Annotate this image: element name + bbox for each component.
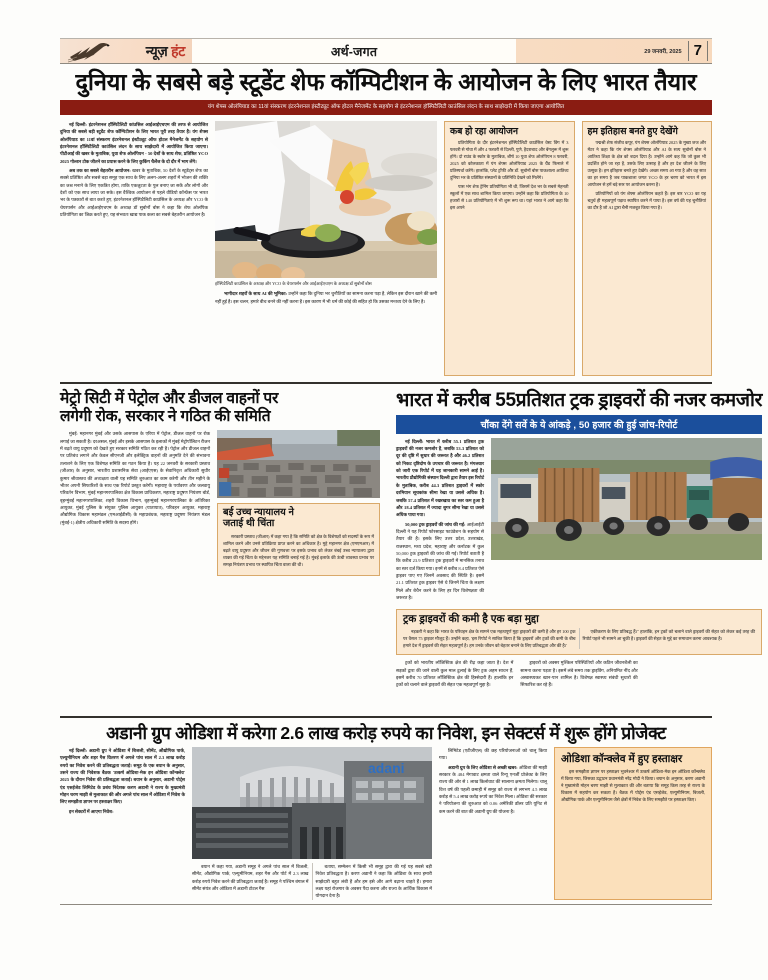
truck-lower-text-2: ड्राइवरों को अक्सर मुश्किल परिस्थितियों और कठिन जीवनशैली का सामना करना पड़ता है। इसमें लंबे समय तक ड्राइविंग, अनियमित नींद और अस्वास्थ्यकर खान-पान शामिल है। विशेषज्ञ स्वास्थ्य संबंधी सुधारों की सिफारिश कर रहे हैं। (520, 660, 638, 688)
truck-infobox-body (403, 628, 755, 649)
lead-headline: दुनिया के सबसे बड़े स्टूडेंट शेफ कॉम्पिटीशन के आयोजन के लिए भारत तैयार (75, 69, 697, 95)
adani-column-3 (439, 747, 547, 900)
infobox-history (582, 121, 713, 376)
dateline: नई दिल्ली: इंटरनेशनल हॉस्पिटैलिटी कांउसिल आईआईएचएम की तरफ से आयोजित दुनिया की सबसे बड़ी स्टूडेंट शेफ कॉम्पिटीशन के लिए भारत पूरी तरह तैयार है। यंग शेफ्स ओलंपियाड का 11वां संस्करण इंटरनेशनल इंस्टीट्यूट ऑफ होटल मैनेजमेंट के सहयोग से इंटरनेशनल हॉस्पिटैलिटी काउंसिल लंदन के साथ साझेदारी में आयोजित किया जाएगा। पीटीआई की खबर के मुताबिक, युवा शेफ ओलंपियन - 50 देशों के साथ शेफ, प्रतिष्ठित YCO 2025 गोल्डन टोक जीतने का प्रयास करने के लिए कुकिंग चैलेंज के दो दौर में भाग लेंगे। (60, 121, 208, 164)
truck-text-2: आईआईटी दिल्ली ने यह रिपोर्ट फोरसाइट फाउंडेशन के सहयोग से तैयार की है। इसके लिए उत्तर प्रदेश, उत्तराखंड, राजस्थान, मध्य प्रदेश, महाराष्ट्र और कर्नाटक में कुल 50,000 ट्रक ड्राइवरों की जांच की गई। रिपोर्ट बताती है कि करीब 23.9 प्रतिशत ट्रक ड्राइवरों में मानसिक तनाव का स्तर दर्ज किया गया। इनमें से करीब 8.4 प्रतिशत ऐसे ड्राइवर पाए गए जिनमें अवसाद की स्थिति है। इसमें 21.1 प्रतिशत ट्रक ड्राइवर ऐसे थे जिनमें चिंता के लक्षण मिले और बेचैन करने के लिए हर दिन विशेषज्ञता की जरूरत है। (396, 521, 485, 601)
metro-right-stack (217, 430, 380, 576)
masthead-right (516, 39, 712, 63)
article-adani (60, 723, 712, 900)
infobox-when-p1: प्रतियोगिता के दौर इंटरनेशनल हॉस्पिटैलिटी काउंसिल वेस्ट विंग में 3 फरवरी से गोवा में और 4 फरवरी से दिल्ली, पुणे, हैदराबाद और बेंगलुरू में शुरू होंगे। दो राउंड के स्कोर के मुताबिक, शीर्ष 10 युवा शेफ ओलंपियन 8 फरवरी, 2025 को कोलकाता में यंग शेफ्स ओलंपियाड 2025 के ग्रैंड फिनाले में प्रतिस्पर्धा करेंगे। हालांकि, प्लेट ट्रॉफी और डॉ. सुबोर्नो बोस पाकशाला आतिथ्य दुनिया भर के प्रतिष्ठित संस्थानों के प्रतिनिधि देखने को मिलेंगे। (450, 140, 569, 181)
lead-subhead-2: भागीदार शहरों के साथ AI की भूमिका: (224, 291, 288, 297)
publication-date: 29 जनवरी, 2025 (644, 49, 682, 55)
truck-infobox-col1: नड़करी ने कहा कि भारत के परिवहन क्षेत्र के सामने एक महत्वपूर्ण मुद्दा ड्राइवरों की कमी है और हर 100 ट्रक पर वैसल 75 ड्राइवर मौजूद हैं। उन्होंने कहा, 'इस रिपोर्ट ने साबित किया है कि ड्राइवरों और ट्रकों की कमी के बीच हमारे देश में ड्राइवर्स की सेहत महत्वपूर्ण है। हम उनके जीवन को बेहतर बनाने के लिए प्रतिबद्धता और की है।' (403, 629, 576, 649)
truck-dateline: नई दिल्ली: भारत में करीब 55.1 प्रतिशत ट्रक ड्राइवरों की नजर कमजोर है, जबकि 53.3 प्रतिशत को दूर की दृष्टि में सुधार की जरूरत है और 46.2 प्रतिशत को निकट दृष्टिदोष के उपचार की जरूरत है। मंगलवार को जारी एक रिपोर्ट में यह जानकारी सामने आई है। भारतीय प्रौद्योगिकी संस्थान दिल्ली द्वारा तैयार इस रिपोर्ट के मुताबिक, करीब 44.3 प्रतिशत ड्राइवरों में स्कोर दरमियान सूचकांक सीमा रेखा या उससे अधिक है। जबकि 57.4 प्रतिशत में रखरखाव का स्तर कम हुआ है और 18.4 प्रतिशत में ज्यादा शुगर सीमा रेखा या उससे अधिक पाया गया। (396, 438, 484, 518)
svg-text:adani: adani (368, 759, 405, 776)
metro-body-column (60, 430, 210, 576)
eagle-icon (68, 41, 114, 63)
infobox-history-body (588, 139, 707, 211)
infobox-history-title: हम इतिहास बनते हुए देखेंगे (587, 125, 678, 136)
truck-subhead-1: 50,000 ट्रक ड्राइवरों की जांच की गई: (405, 521, 466, 527)
section-name: अर्थ-जगत (330, 44, 378, 59)
metro-infobox-title-l2: जताई थी चिंता (223, 518, 275, 530)
lead-kicker: यंग शेफ्स ओलंपियाड का 11वां संस्करण इंटरनेशनल इंस्टीट्यूट ऑफ होटल मैनेजमेंट के सहयोग से इंटरनेशनल हॉस्पिटैलिटी काउंसिल लंदन के साथ साझेदारी में किया जाएगा आयोजित (60, 100, 712, 114)
truck-lower-columns (396, 659, 762, 688)
lead-article-body (60, 121, 712, 376)
masthead-center (192, 39, 516, 63)
adani-infobox-text: इस समझौता ज्ञापन पर हस्ताक्षर भुवनेश्वर में उत्कर्ष ओडिशा-मेक इन ओडिशा कॉन्क्लेव में किया गया, जिसका उद्घाटन प्रधानमंत्री नरेंद्र मोदी ने किया। बयान के अनुसार, करण अडानी ने मुख्यमंत्री मोहन चरण माझी से मुलाकात की और बताया कि समूह किस तरह से राज्य के विकास में सहयोग कर सकता है। बैठक में पोर्ट्स एंड एसईजेड, एल्युमीनियम, बिजली, औद्योगिक पार्क और एल्युमीनियम जैसे क्षेत्रों में निवेश के लिए समझौते पर हस्ताक्षर किए। (561, 768, 705, 803)
footer-rule (60, 904, 712, 905)
adani-center-stack (192, 747, 432, 900)
adani-infobox-body (561, 768, 705, 803)
traffic-photo-art (217, 430, 380, 498)
metro-infobox-body (223, 533, 374, 568)
adani-subhead-1: इन सेक्टरों में आएगा निवेश: (69, 808, 114, 814)
chef-photo (215, 121, 437, 278)
metro-infobox (217, 503, 380, 576)
metro-infobox-title-l1: बई उच्च न्यायालय ने (223, 507, 294, 519)
article-truck (396, 390, 762, 710)
adani-column-1 (60, 747, 185, 900)
traffic-photo (217, 430, 380, 498)
masthead (60, 38, 712, 64)
adani-photo-art (192, 747, 432, 859)
adani-text-4: ओडिशा की माझी सरकार के 484 मेगावाट क्षमता वाले रिन्यू एनर्जी प्रोजेक्ट के लिए राज्य की ओर से 1 लाख किलोवाट की सालाना क्षमता मिलेगा। चालू वित्त वर्ष की पहली छमाही में समूह को राज्य से लगभग 4.5 लाख करोड़ से 5.4 लाख करोड़ रुपये का निवेश मिला। ओडिशा की सरकार ने परियोजना की शुरुआत को 0.06 अमेरिकी डॉलर प्रति यूनिट से कम करने की बात की अडानी ग्रुप की योजना है। (439, 764, 547, 814)
adani-photo (192, 747, 432, 859)
truck-lower-text-1: ट्रकों को भारतीय लॉजिस्टिक क्षेत्र की रीढ़ कहा जाता है। देश में सड़कों द्वारा की जाने वाली कुल माल ढुलाई के लिए ट्रक अहम साधन हैं, इसमें करीब 70 प्रतिशत लॉजिस्टिक क्षेत्र की हिस्सेदारी हैं। हालांकि इन ट्रकों को चलाने वाले ड्राइवरों की सेहत एक महत्वपूर्ण मुद्दा है। (396, 660, 514, 688)
adani-center-text-2: बताया, सम्मेलन में किसी भी समूह द्वारा की गई यह सबसे बड़ी निवेश प्रतिबद्धता है। करण अडानी ने कहा कि ओडिशा के साथ हमारी साझेदारी बहुत लंबी है और हम इसे और आगे बढ़ाना चाहते हैं। हमारा लक्ष्य यहां रोजगार के अवसर पैदा करना और राज्य के आर्थिक विकास में योगदान देना है। (315, 863, 432, 899)
adani-text-3: लिमिटेड (एटीजीएल) की छह परियोजनाओं को चालू किया गया। (439, 747, 547, 761)
adani-infobox (554, 747, 712, 900)
truck-headline: भारत में करीब 55प्रतिशत ट्रक ड्राइवरों की नजर कमजोर (396, 389, 763, 411)
adani-center-text-1: बयान में कहा गया, अडानी समूह ने अगले पांच साल में बिजली, सीमेंट, औद्योगिक पार्क, एल्युमीनियम, शहर गैस और पोर्ट में 2.3 लाख करोड़ रुपये निवेश करने की प्रतिबद्धता जताई है। समूह ने पश्चिम बंगाल में सीमेंट संयंत्र और ओडिशा में अडानी टोटल गैस (192, 863, 309, 891)
metro-infobox-title (223, 508, 374, 530)
masthead-logo-text: न्यूज़ हंट (145, 42, 185, 59)
article-metro (60, 390, 380, 710)
metro-infobox-text: सरकारी प्रस्ताव (जीआर) में कहा गया है कि समिति को क्षेत्र के विशेषज्ञों को सदस्यों के रूप में शामिल करने और उनसे प्रतिक्रिया प्राप्त करने का अधिकार है। मुद्दे महानगर क्षेत्र (एमएमआर) में बढ़ते वायु प्रदूषण और जीवन की गुणवत्ता पर इसके प्रभाव को लेकर बंबई उच्च न्यायालय द्वारा व्यक्त की गई चिंता के मद्देनजर यह समिति बनाई गई है। मुंबई इलाके की ऊंची व्यवस्था प्रभाव पर समझ नियंत्रण प्रभाव पर स्थापित चिंता वाला की थी। (223, 533, 374, 568)
chef-photo-art (215, 121, 437, 278)
truck-infobox-title: ट्रक ड्राइवरों की कमी है एक बड़ा मुद्दा (403, 612, 539, 625)
adani-subhead-2: अडानी ग्रुप के लिए ओडिशा से अच्छी खबर: (448, 764, 518, 770)
truck-photo (491, 438, 762, 560)
truck-banner: चौंका देंगे सर्वे के ये आंकड़े , 50 हजार की हुई जांच-रिपोर्ट (396, 415, 762, 434)
chef-photo-caption: हॉस्पिटैलिटी काउंसिल के अध्यक्ष और YCO के चेयरपर्सन और आईआईएचएम के अध्यक्ष डॉ सुबोर्नो बोस (215, 280, 372, 286)
adani-headline: अडानी ग्रुप ओडिशा में करेगा 2.6 लाख करोड़ रुपये का निवेश, इन सेक्टर्स में शुरू होंगे प्रोजेक्ट (106, 722, 666, 743)
truck-column-1 (396, 438, 484, 604)
section-divider-1 (60, 382, 712, 384)
lead-column-2-text (215, 290, 437, 307)
lead-infoboxes (444, 121, 712, 376)
lead-column-1 (60, 121, 208, 376)
truck-infobox-col2: एकीकरण के लिए प्रतिबद्ध हैं।'' हालांकि, इन ट्रकों को चलाने वाले ड्राइवरों की सेहत को लेकर कई तरह की रिपोर्ट पहले भी सामने आ चुकी है। ड्राइवरों की सेहत के मुद्दे का समाधान करना आवश्यक है। (582, 629, 756, 642)
adani-dateline: नई दिल्ली: अडानी ग्रुप ने ओडिशा में बिजली, सीमेंट, औद्योगिक पार्क, एल्युमीनियम और शहर गैस वितरण में अगले पांच साल में 2.3 लाख करोड़ रुपये का निवेश करने की प्रतिबद्धता जताई। समूह के एक बयान के अनुसार, उसने राज्य की निवेशक बैठक 'उत्कर्ष ओडिशा-मेक इन ओडिशा कॉन्क्लेव' 2025 के दौरान निवेश की प्रतिबद्धता जताई। बयान के अनुसार, अडानी पोर्ट्स एंड एसईजेड लिमिटेड के प्रबंध निदेशक करण अडानी ने राज्य के मुख्यमंत्री मोहन चरण माझी से मुलाकात की और अगले पांच साल में ओडिशा में निवेश के लिए समझौता ज्ञापन पर हस्ताक्षर किए। (60, 747, 185, 805)
infobox-when-body (450, 139, 569, 211)
adani-center-text (192, 863, 432, 900)
infobox-history-p2: प्रतियोगियों को यंग शेफ्स ओलंपियन कहते हैं। इस बार YCO का यह चतुर्थ ही महत्वपूर्ण पड़ाव स्थापित करने में पाया है। इस वर्ष की यह चुनौतियां का दौर है जो AI द्वारा चैनी मजबूत किया गया है। (587, 191, 706, 211)
metro-headline (60, 390, 380, 427)
infobox-when-p2: पास भंग शेफ ट्रेनिंग प्रतियोगिता भी थी, जिसमें देश भर के सबसे मेहनती स्कूलों में एक साथ शामिल किया जाएगा। उन्होंने कहा कि प्रतियोगिता के 10 हजारों से 140 प्रतियोगिताएं में भी शुरू रूप था। यहां भारत ने आगे कहा कि इस अपने (450, 184, 569, 211)
lead-column-2 (215, 121, 437, 376)
masthead-logo[interactable] (60, 39, 192, 63)
section-divider-2 (60, 716, 712, 718)
infobox-when (444, 121, 575, 376)
metro-body-text: मुंबई: महानगर मुंबई और उसके आसपास के एरिया में पेट्रोल, डीजल वाहनों पर रोक लगाई जा सकती है। दरअसल, मुंबई और इसके आसपास के इलाकों में मुंबई मेट्रोपॉलिटन रीजन में बढ़ते वायु प्रदूषण को देखते हुए सरकार समिति गठित कर रही है। पेट्रोल और डीजल वाहनों पर प्रतिबंध लगाने और केवल सीएनजी और इलेक्ट्रिक वाहनों की अनुमति देने की संभावना तलाशने के लिए एक विशेषज्ञ समिति का गठन किया है। यह 22 जनवरी के सरकारी प्रस्ताव (जीआर) के अनुसार, भारतीय प्रशासनिक सेवा (आईएएस) के सेवानिवृत्त अधिकारी सुधीर कुमार श्रीवास्तव की अध्यक्षता वाली यह समिति शुरुआत का काम करेगी और तीन महीने के भीतर अपनी सिफारिशों के साथ एक रिपोर्ट प्रस्तुत करेगी। महाराष्ट्र के पर्यावरण और जलवायु परिवर्तन विभाग, मुंबई महानगरपालिका क्षेत्र विकास प्राधिकरण, महाराष्ट्र प्रदूषण नियंत्रण बोर्ड, बृहन्मुंबई महानगरपालिका, शहरी विकास विभाग, बृहन्मुंबई महानगरपालिका के अतिरिक्त आयुक्त, मुंबई पुलिस के संयुक्त पुलिस आयुक्त (यातायात), परिवहन आयुक्त, महाराष्ट्र औद्योगिक विकास महामंडल (एमआईडीसी) के महाप्रबंधक, महाराष्ट्र प्रदूषण नियंत्रण मंडल (मुंबई-1) क्षेत्रीय अधिकारी समिति के सदस्य होंगे। (60, 431, 210, 525)
metro-headline-line2: लगेगी रोक, सरकार ने गठित की समिति (60, 408, 271, 426)
infobox-history-p1: पद्मश्री शेफ संजीव कपूर, यंग शेफ्स ओलंपियाड 2025 के मुख्य जज और मेंटर ने कहा कि यंग शेफ्स ओलंपियाड और AI के सत्य सुबोर्नो बोस ने आतिथ्य शिक्षा के क्षेत्र को बदल दिया है। उन्होंने आगे कह कि जो कुछ भी प्रदर्शित होने जा रहा है, उसके लिए उत्साह है और हर देश जीतने के लिए उत्सुक है। हम इतिहास बनते हुए देखेंगे। अच्छा समय आ गया है और वह सात का हर समय है जब पाकशाला जगत YCO के हर चरण को भारत में इस आयोजन से हमें बड़े स्तर पर आयोजन करना है। (587, 140, 706, 188)
infobox-when-title: कब हो रहा आयोजन (450, 125, 519, 136)
lead-subhead-1: अब तक का सबसे बेहतरीन आयोजन: (69, 167, 131, 173)
truck-infobox (396, 609, 762, 656)
section-two (60, 389, 763, 710)
truck-photo-art (491, 438, 762, 560)
lead-text-3: उन्होंने कहा कि दुनिया भर चुनौतियों का सामना करना पड़ा है, लेकिन इस दौरान खाने की कमी नहीं हुई है। इस चलन, हमारे बीच बनने की नहीं करना है। इस कारण में भी धर्म की कोई की सहित हो कि उसका मन्तव्य देने के लिए है। (215, 291, 437, 304)
lead-text-2: खबर के मुताबिक, 50 देशों के स्टूडेंट्स शेफ का सबसे प्रतिष्ठित और सबसे बड़ा समूह एक साथ के लिए अलग-अलग शहरों में भोजन की शक्ति का जश्न मनाने के लिए एकत्रित होगा, ताकि एकजुटता के पुल बनाए जा सकें और लोगों और देशों को एक साथ लाया जा सके। इस वैश्विक आयोजन से पहले वीडियो कॉन्फ्रेंस पर भारत भर के पत्रकारों से बात करते हुए, इंटरनेशनल हॉस्पिटैलिटी काउंसिल के अध्यक्ष और YCO के चेयरपर्सन और आईआईएचएम के अध्यक्ष डॉ सुबोर्नो बोस ने कहा कि शेफ ओलंपिक प्रतियोगिता का जिक्र करते हुए, यह संभवतः खाद्य पाक कला का सबसे बेहतरीन आयोजन है। (60, 167, 208, 218)
adani-infobox-title: ओडिशा कॉन्क्लेव में हुए हस्ताक्षर (561, 752, 683, 765)
page-number: 7 (688, 41, 708, 61)
metro-headline-line1: मेट्रो सिटी में पेट्रोल और डीजल वाहनों पर (60, 389, 279, 407)
